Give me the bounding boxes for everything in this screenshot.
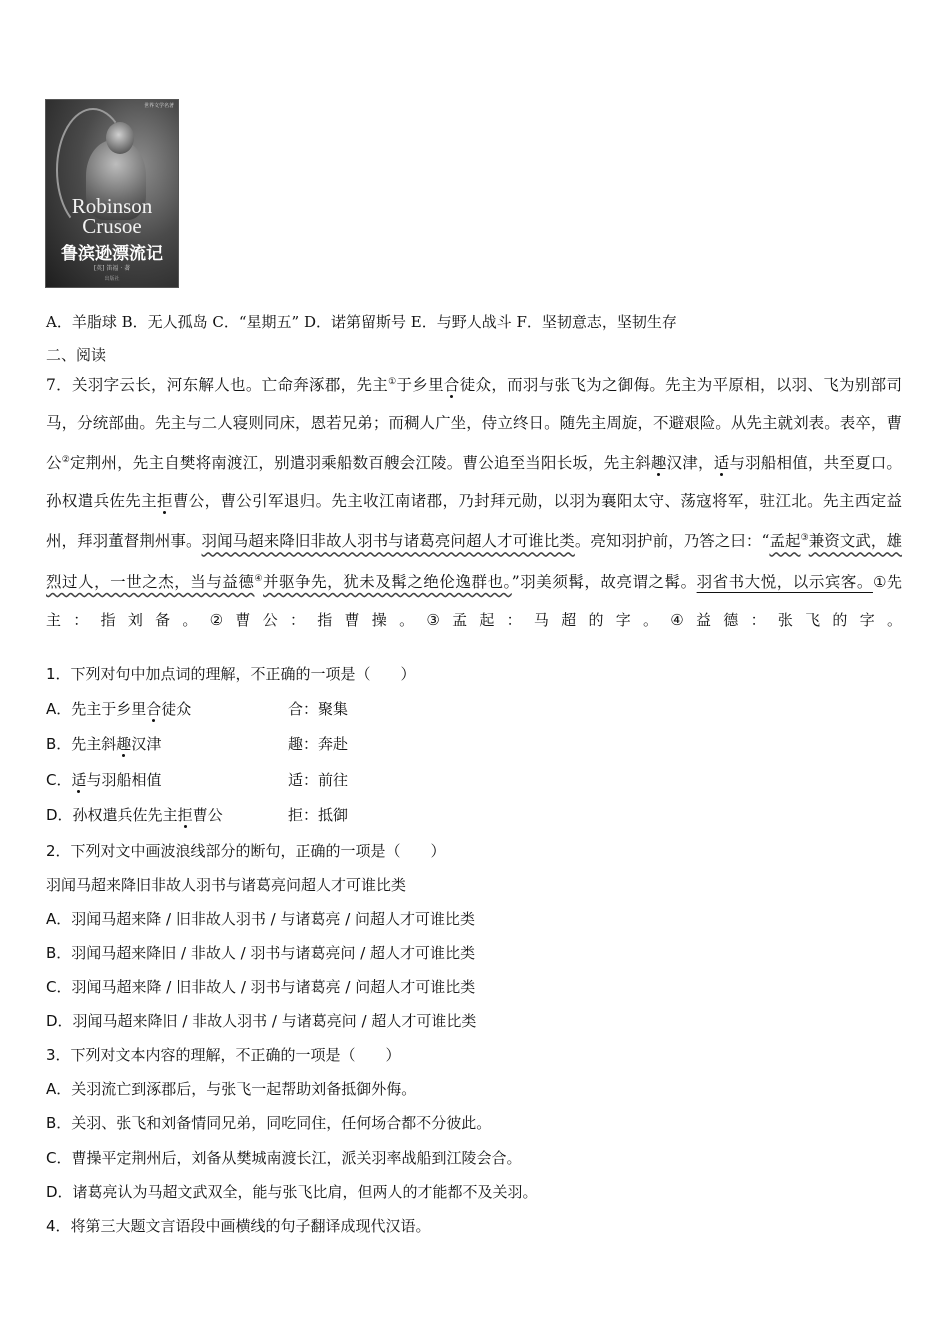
q2-option-b: B．羽闻马超来降旧 / 非故人 / 羽书与诸葛亮问 / 超人才可谁比类 <box>46 944 476 962</box>
note-mark-1: ① <box>388 377 397 387</box>
underlined-sentence: 羽省书大悦，以示宾客。 <box>696 573 873 592</box>
book-cover-image <box>45 99 179 288</box>
q3-option-d: D．诸葛亮认为马超文武双全，能与张飞比肩，但两人的才能都不及关羽。 <box>46 1183 538 1201</box>
passage-part1: 7．关羽字云长，河东解人也。亡命奔涿郡，先主 <box>46 376 389 395</box>
passage-part5: 汉津， <box>666 454 714 473</box>
section-heading: 二、阅读 <box>46 346 107 364</box>
q3-stem: 3．下列对文本内容的理解，不正确的一项是（ ） <box>46 1046 401 1064</box>
q1-option-d: D．孙权遣兵佐先主拒曹公 拒：抵御 <box>46 806 349 824</box>
cover-publisher: 出版社 <box>104 276 120 282</box>
dotted-word-ju: 拒 <box>157 491 173 510</box>
passage-notes: ①先主：指刘备。②曹公：指曹操。③孟起：马超的字。④益德：张飞的字。 <box>46 573 902 629</box>
wavy-quote-b: 兼资文武，雄烈过人，一世之杰，当与益德 <box>46 532 902 592</box>
passage-part9: ”羽美须髯，故亮谓之髯。 <box>511 573 697 592</box>
q3-option-c: C．曹操平定荆州后，刘备从樊城南渡长江，派关羽率战船到江陵会合。 <box>46 1149 522 1167</box>
q3-option-b: B．关羽、张飞和刘备情同兄弟，同吃同住，任何场合都不分彼此。 <box>46 1114 492 1132</box>
q1-stem: 1．下列对句中加点词的理解，不正确的一项是（ ） <box>46 665 416 683</box>
cover-figure-head <box>106 122 134 154</box>
note-mark-2: ② <box>61 455 70 466</box>
q1-a-dotted: 合 <box>146 700 162 718</box>
passage-part7: 曹公，曹公引军退归。先主收江南诸郡，乃封拜元勋，以羽为襄阳太守、荡寇将军，驻江北。先主西定益州，拜羽董督荆州事。 <box>46 491 902 551</box>
q1-c-gloss: 适：前往 <box>288 771 349 789</box>
passage-part2: 于乡里 <box>396 376 444 395</box>
wavy-quote-a: 孟起 <box>769 532 801 551</box>
classical-passage <box>46 364 902 639</box>
options-line: A．羊脂球 B．无人孤岛 C．“星期五” D．诺第留斯号 E．与野人战斗 F．坚韧意志，坚韧生存 <box>46 313 677 331</box>
q1-option-c: C．适与羽船相值 适：前往 <box>46 771 349 789</box>
q2-stem: 2．下列对文中画波浪线部分的断句，正确的一项是（ ） <box>46 842 446 860</box>
passage-part3: 徒众，而羽与张飞为之御侮。先主为平原相，以羽、飞为别部司马，分统部曲。先主与二人寝则同床，恩若兄弟；而稠人广坐，侍立终日。随先主周旋，不避艰险。从先主就刘表。表卒，曹公 <box>46 376 902 473</box>
wavy-quote-c: 并驱争先，犹未及髯之绝伦逸群也。 <box>263 573 512 592</box>
cover-title-cn: 鲁滨逊漂流记 <box>61 244 163 264</box>
q2-option-a: A．羽闻马超来降 / 旧非故人羽书 / 与诸葛亮 / 问超人才可谁比类 <box>46 910 476 928</box>
passage-part4: 定荆州，先主自樊将南渡江，别遣羽乘船数百艘会江陵。曹公追至当阳长坂，先主斜 <box>69 454 651 473</box>
q2-option-d: D．羽闻马超来降旧 / 非故人羽书 / 与诸葛亮问 / 超人才可谁比类 <box>46 1012 477 1030</box>
q3-option-a: A．关羽流亡到涿郡后，与张飞一起帮助刘备抵御外侮。 <box>46 1080 417 1098</box>
cover-author: [英] 笛福 · 著 <box>93 265 131 272</box>
dotted-word-shi: 适 <box>713 454 730 473</box>
cover-title-en-2: Crusoe <box>82 214 142 238</box>
q1-d-gloss: 拒：抵御 <box>288 806 349 824</box>
q1-b-dotted: 趣 <box>116 735 132 753</box>
q1-option-b: B．先主斜趣汉津 趣：奔赴 <box>46 735 349 753</box>
q1-b-gloss: 趣：奔赴 <box>288 735 349 753</box>
note-mark-3: ③ <box>800 533 809 544</box>
q1-c-dotted: 适 <box>71 771 87 789</box>
dotted-word-qu: 趣 <box>650 454 667 473</box>
dotted-word-he: 合 <box>443 376 460 395</box>
q1-d-dotted: 拒 <box>177 806 193 824</box>
q2-option-c: C．羽闻马超来降 / 旧非故人 / 羽书与诸葛亮 / 问超人才可谁比类 <box>46 978 476 996</box>
q4-stem: 4．将第三大题文言语段中画横线的句子翻译成现代汉语。 <box>46 1217 431 1235</box>
cover-series-text: 世界文学名著 <box>143 103 174 109</box>
q1-a-gloss: 合：聚集 <box>288 700 349 718</box>
wavy-underlined-sentence: 羽闻马超来降旧非故人羽书与诸葛亮问超人才可谁比类 <box>201 532 575 551</box>
note-mark-4: ④ <box>254 573 264 584</box>
q1-option-a: A．先主于乡里合徒众 合：聚集 <box>46 700 349 718</box>
passage-part6: 与羽船相值，共至夏口。孙权遣兵佐先主 <box>46 454 902 510</box>
q2-sentence: 羽闻马超来降旧非故人羽书与诸葛亮问超人才可谁比类 <box>46 876 407 894</box>
cover-title-en-1: Robinson <box>71 194 153 218</box>
passage-part8: 。亮知羽护前，乃答之曰：“ <box>574 532 770 551</box>
